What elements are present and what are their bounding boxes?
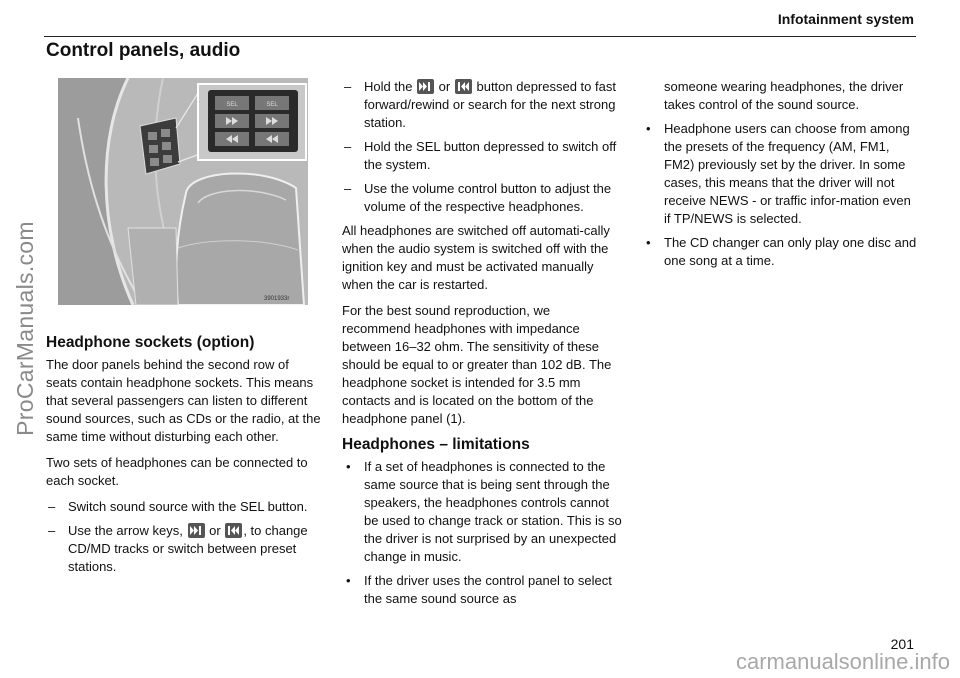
- dash-marker: –: [344, 139, 352, 154]
- list-item: [46, 522, 322, 576]
- forward-key-icon: [417, 79, 434, 94]
- page-header: [44, 8, 916, 37]
- dash-marker: –: [344, 181, 352, 196]
- auto-off-paragraph: All headphones are switched off automati-cally when the audio system is switched off with the ignition key and must be activated manually when the car is restarted.: [342, 223, 610, 292]
- list-item: [342, 78, 622, 132]
- two-sets-paragraph: Two sets of headphones can be connected to each socket.: [46, 455, 308, 488]
- list-item: [342, 180, 622, 216]
- side-watermark: ProCarManuals.com: [11, 221, 38, 436]
- impedance-paragraph: For the best sound reproduction, we recommend headphones with impedance between 16–32 ohm. The sensitivity of these should be equal to or greater than 102 dB. The headphone socket is intended for 3.5 mm contacts and is located on the bottom of the headphone panel (1).: [342, 303, 612, 426]
- list-item-text: The CD changer can only play one disc and one song at a time.: [664, 235, 917, 268]
- door-panel-illustration: [58, 78, 308, 305]
- or-text: or: [209, 523, 221, 538]
- or-text: or: [438, 79, 451, 94]
- bullet-marker: •: [646, 121, 651, 136]
- headrest-icon: [176, 173, 304, 305]
- limitations-heading: Headphones – limitations: [342, 436, 530, 453]
- list-item-text: someone wearing headphones, the driver takes control of the sound source.: [664, 79, 904, 112]
- list-item-text: Hold the SEL button depressed to switch off the system.: [364, 139, 617, 172]
- list-item-text: Hold the: [364, 79, 413, 94]
- door-panel-figure: [58, 78, 308, 305]
- list-item: [46, 498, 322, 516]
- headphone-sockets-heading: Headphone sockets (option): [46, 334, 255, 351]
- rewind-button-icon: [215, 132, 249, 146]
- dash-marker: –: [344, 79, 352, 94]
- rewind-key-icon: [225, 523, 242, 538]
- bullet-marker: •: [646, 235, 651, 250]
- sockets-paragraph: The door panels behind the second row of seats contain headphone sockets. This means that several passengers can listen to different sound sources, such as CDs or the radio, at the same time without disturbing each other.: [46, 357, 321, 444]
- list-item-text: Use the volume control button to adjust the volume of the respective headphones.: [364, 181, 612, 214]
- list-item-text: If the driver uses the control panel to select the same sound source as: [364, 573, 612, 606]
- rewind-key-icon: [455, 79, 472, 94]
- list-item: [642, 234, 918, 270]
- bullet-marker: •: [346, 459, 351, 474]
- dash-marker: –: [48, 523, 56, 538]
- page-title: Control panels, audio: [46, 40, 241, 61]
- list-item: [342, 138, 622, 174]
- list-item-text: button depressed to fast forward/rewind or search for the next strong station.: [364, 79, 616, 130]
- column-1: [46, 334, 322, 582]
- bullet-marker: •: [346, 573, 351, 588]
- svg-text:SEL: SEL: [226, 102, 238, 108]
- forward-button-icon: [215, 114, 249, 128]
- bottom-watermark: carmanualsonline.info: [735, 649, 950, 674]
- list-item-continuation: [642, 78, 918, 114]
- list-item-text: , to change CD/MD tracks or switch between preset stations.: [68, 523, 308, 574]
- figure-code: 3901933r: [264, 296, 290, 302]
- page-number: 201: [890, 636, 914, 652]
- column-2: [342, 78, 622, 614]
- list-item: [642, 120, 918, 228]
- list-item: [342, 458, 622, 566]
- list-item: [342, 572, 622, 608]
- list-item-text: If a set of headphones is connected to the same source that is being sent through the speakers, the headphones controls cannot be used to change track or station. This is so the driver is not surprised by an unexpected change in music.: [364, 459, 622, 564]
- column-3: [642, 78, 918, 276]
- sel-button-icon: [215, 96, 249, 110]
- list-item-text: Switch sound source with the SEL button.: [68, 499, 308, 514]
- section-name: Infotainment system: [777, 11, 914, 27]
- dash-marker: –: [48, 499, 56, 514]
- svg-text:SEL: SEL: [266, 102, 278, 108]
- list-item-text: Headphone users can choose from among the presets of the frequency (AM, FM1, FM2) previously set by the driver. In some cases, this means that the driver will not receive NEWS - or traffic infor-mation even if TP/NEWS is selected.: [664, 121, 911, 226]
- list-item-text: Use the arrow keys,: [68, 523, 183, 538]
- forward-key-icon: [188, 523, 205, 538]
